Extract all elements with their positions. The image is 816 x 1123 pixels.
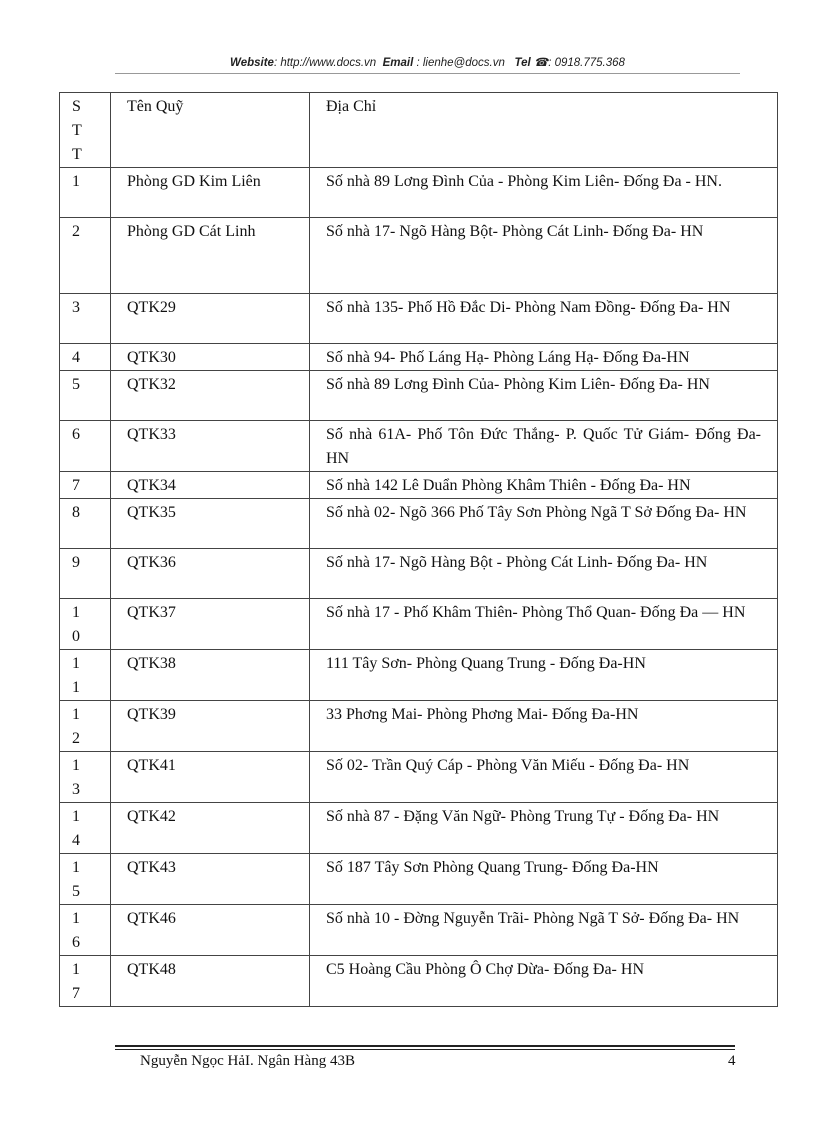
row-address: 33 Phơng Mai- Phòng Phơng Mai- Đống Đa-HN (310, 701, 778, 752)
footer-divider-thin (115, 1049, 735, 1050)
row-fund-name: Phòng GD Kim Liên (111, 168, 310, 218)
row-stt-digit: 6 (72, 934, 80, 951)
row-stt (60, 905, 111, 956)
row-fund-name: QTK37 (111, 599, 310, 650)
row-stt (60, 168, 111, 218)
email-label: Email (382, 57, 414, 69)
row-fund-name: QTK48 (111, 956, 310, 1007)
table-row (60, 472, 778, 499)
table-row (60, 549, 778, 599)
phone-icon: ☎ (533, 57, 549, 69)
row-address: Số nhà 17- Ngõ Hàng Bột- Phòng Cát Linh- Đống Đa- HN (310, 218, 778, 294)
table-row (60, 752, 778, 803)
row-address: Số nhà 02- Ngõ 366 Phố Tây Sơn Phòng Ngã T Sở Đống Đa- HN (310, 499, 778, 549)
header-stt-char: T (72, 146, 82, 163)
row-address: Số nhà 17 - Phố Khâm Thiên- Phòng Thổ Quan- Đống Đa — HN (310, 599, 778, 650)
header-address: Địa Chỉ (310, 93, 778, 168)
row-stt-digit: 1 (72, 706, 80, 723)
table-row (60, 344, 778, 371)
row-stt-digit: 5 (72, 883, 80, 900)
row-stt (60, 294, 111, 344)
header-stt-char: S (72, 98, 81, 115)
fund-address-table (59, 92, 778, 1007)
table-row (60, 905, 778, 956)
row-stt (60, 650, 111, 701)
email-value[interactable]: : lienhe@docs.vn (413, 57, 505, 69)
row-stt-digit: 1 (72, 859, 80, 876)
page-number: 4 (728, 1053, 736, 1069)
row-address: Số nhà 89 Lơng Đình Của - Phòng Kim Liên- Đống Đa - HN. (310, 168, 778, 218)
row-stt (60, 472, 111, 499)
row-stt (60, 599, 111, 650)
row-stt-digit: 5 (72, 376, 80, 393)
row-stt-digit: 3 (72, 781, 80, 798)
tel-label: Tel (514, 57, 531, 69)
row-stt-digit: 7 (72, 985, 80, 1002)
table-header-row (60, 93, 778, 168)
row-fund-name: QTK46 (111, 905, 310, 956)
row-address: Số nhà 135- Phố Hồ Đắc Di- Phòng Nam Đồng- Đống Đa- HN (310, 294, 778, 344)
row-fund-name: QTK42 (111, 803, 310, 854)
table-row (60, 803, 778, 854)
row-stt-digit: 6 (72, 426, 80, 443)
row-stt-digit: 1 (72, 173, 80, 190)
table-row (60, 650, 778, 701)
row-stt-digit: 1 (72, 910, 80, 927)
table-row (60, 371, 778, 421)
row-fund-name: QTK36 (111, 549, 310, 599)
table-row (60, 499, 778, 549)
row-fund-name: QTK41 (111, 752, 310, 803)
row-stt (60, 549, 111, 599)
row-address: Số 02- Trần Quý Cáp - Phòng Văn Miếu - Đống Đa- HN (310, 752, 778, 803)
row-stt (60, 499, 111, 549)
row-fund-name: Phòng GD Cát Linh (111, 218, 310, 294)
table-row (60, 701, 778, 752)
row-stt (60, 218, 111, 294)
table-row (60, 294, 778, 344)
row-fund-name: QTK33 (111, 421, 310, 472)
row-fund-name: QTK38 (111, 650, 310, 701)
row-fund-name: QTK29 (111, 294, 310, 344)
row-address: Số nhà 61A- Phố Tôn Đức Thắng- P. Quốc Tử Giám- Đống Đa- HN (310, 421, 778, 472)
row-address: C5 Hoàng Cầu Phòng Ô Chợ Dừa- Đống Đa- HN (310, 956, 778, 1007)
row-stt-digit: 1 (72, 757, 80, 774)
website-label: Website (230, 57, 274, 69)
row-stt-digit: 1 (72, 961, 80, 978)
row-stt-digit: 4 (72, 832, 80, 849)
page-header (115, 55, 740, 69)
row-stt-digit: 8 (72, 504, 80, 521)
row-fund-name: QTK39 (111, 701, 310, 752)
row-stt (60, 701, 111, 752)
row-fund-name: QTK43 (111, 854, 310, 905)
row-stt-digit: 1 (72, 808, 80, 825)
website-value[interactable]: : http://www.docs.vn (273, 57, 377, 69)
row-stt-digit: 1 (72, 655, 80, 672)
table-row (60, 854, 778, 905)
table-row (60, 218, 778, 294)
tel-value: : 0918.775.368 (548, 57, 625, 69)
row-stt (60, 854, 111, 905)
row-stt-digit: 9 (72, 554, 80, 571)
header-stt-char: T (72, 122, 82, 139)
row-stt-digit: 0 (72, 628, 80, 645)
row-address: Số nhà 89 Lơng Đình Của- Phòng Kim Liên- Đống Đa- HN (310, 371, 778, 421)
row-stt-digit: 3 (72, 299, 80, 316)
header-fund-name: Tên Quỹ (111, 93, 310, 168)
row-address: Số 187 Tây Sơn Phòng Quang Trung- Đống Đa-HN (310, 854, 778, 905)
row-address: Số nhà 17- Ngõ Hàng Bột - Phòng Cát Linh- Đống Đa- HN (310, 549, 778, 599)
row-stt (60, 421, 111, 472)
row-fund-name: QTK34 (111, 472, 310, 499)
row-address: Số nhà 94- Phố Láng Hạ- Phòng Láng Hạ- Đống Đa-HN (310, 344, 778, 371)
row-stt-digit: 1 (72, 604, 80, 621)
row-stt-digit: 7 (72, 477, 80, 494)
table-row (60, 599, 778, 650)
row-stt (60, 344, 111, 371)
table-row (60, 168, 778, 218)
row-stt (60, 752, 111, 803)
row-stt (60, 803, 111, 854)
footer-author: Nguyễn Ngọc HảI. Ngân Hàng 43B (140, 1053, 355, 1069)
row-stt-digit: 2 (72, 223, 80, 240)
row-stt-digit: 2 (72, 730, 80, 747)
footer-divider (115, 1045, 735, 1047)
row-fund-name: QTK30 (111, 344, 310, 371)
row-stt-digit: 4 (72, 349, 80, 366)
row-address: Số nhà 142 Lê Duẩn Phòng Khâm Thiên - Đống Đa- HN (310, 472, 778, 499)
row-fund-name: QTK35 (111, 499, 310, 549)
row-address: Số nhà 87 - Đặng Văn Ngữ- Phòng Trung Tự - Đống Đa- HN (310, 803, 778, 854)
table-row (60, 421, 778, 472)
row-fund-name: QTK32 (111, 371, 310, 421)
header-divider (115, 73, 740, 74)
row-stt-digit: 1 (72, 679, 80, 696)
header-stt (60, 93, 111, 168)
row-stt (60, 956, 111, 1007)
table-row (60, 956, 778, 1007)
row-address: Số nhà 10 - Đờng Nguyễn Trãi- Phòng Ngã T Sở- Đống Đa- HN (310, 905, 778, 956)
row-stt (60, 371, 111, 421)
row-address: 111 Tây Sơn- Phòng Quang Trung - Đống Đa-HN (310, 650, 778, 701)
